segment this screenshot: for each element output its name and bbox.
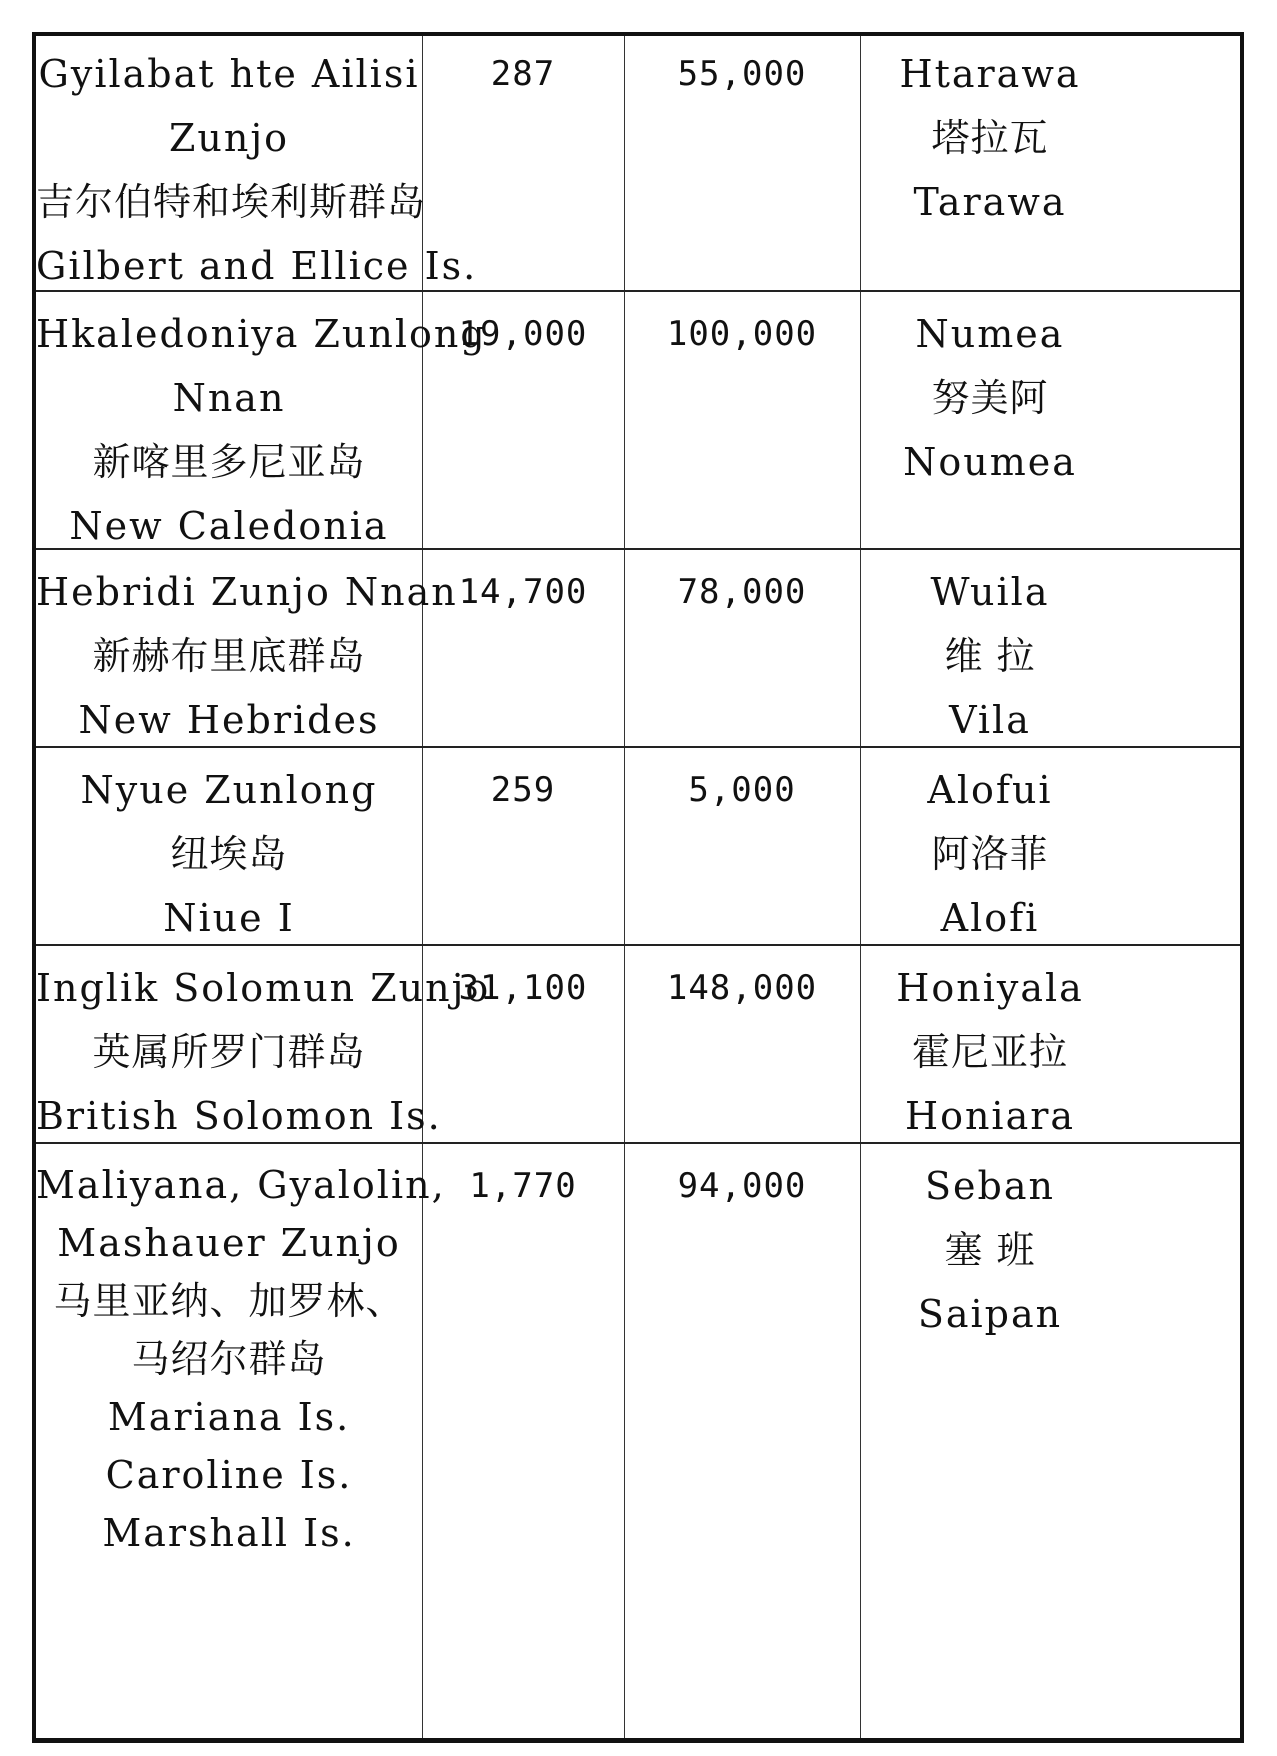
territory-name-cell: Hebridi Zunjo Nnan 新赫布里底群岛 New Hebrides <box>36 570 458 742</box>
table-row <box>36 1144 1240 1555</box>
table-row <box>36 748 1240 944</box>
capital-cell: Wuila 维 拉 Vila <box>930 570 1050 742</box>
capital-cell: Numea 努美阿 Noumea <box>903 312 1077 484</box>
area-cell: 259 <box>490 770 556 810</box>
territory-name-cell <box>36 36 478 298</box>
area-cell: 1,770 <box>469 1166 577 1206</box>
territory-name-cell: Nyue Zunlong 纽埃岛 Niue I <box>80 768 378 940</box>
territories-table <box>32 32 1244 1743</box>
population-cell: 100,000 <box>666 314 818 354</box>
name-line: Zunjo <box>168 116 289 160</box>
capital-cell: Alofui 阿洛菲 Alofi <box>927 768 1053 940</box>
table-row <box>36 36 1240 290</box>
area-cell: 19,000 <box>458 314 588 354</box>
territory-name-cell: Hkaledoniya Zunlong Nnan 新喀里多尼亚岛 New Caledonia <box>36 312 487 548</box>
area-cell: 287 <box>490 54 556 94</box>
capital-cell: Seban 塞 班 Saipan <box>917 1164 1063 1336</box>
capital-cell: Htarawa 塔拉瓦 Tarawa <box>899 52 1081 224</box>
population-cell: 148,000 <box>666 968 818 1008</box>
name-line: 吉尔伯特和埃利斯群岛 <box>36 180 427 224</box>
population-cell: 5,000 <box>688 770 796 810</box>
population-cell: 78,000 <box>677 572 807 612</box>
territory-name-cell: Maliyana, Gyalolin, Mashauer Zunjo 马里亚纳、加罗林、 马绍尔群岛 Mariana Is. Caroline Is. Marshall Is. <box>36 1163 446 1555</box>
capital-cell: Honiyala 霍尼亚拉 Honiara <box>896 966 1084 1138</box>
table-row <box>36 946 1240 1142</box>
population-cell: 94,000 <box>677 1166 807 1206</box>
name-line: Gyilabat hte Ailisi <box>38 52 420 96</box>
table-row <box>36 550 1240 746</box>
area-cell: 31,100 <box>458 968 588 1008</box>
name-line: Gilbert and Ellice Is. <box>36 244 478 288</box>
area-cell: 14,700 <box>458 572 588 612</box>
table-row <box>36 292 1240 548</box>
territory-name-cell: Inglik Solomun Zunjo 英属所罗门群岛 British Solomon Is. <box>36 966 491 1138</box>
population-cell: 55,000 <box>677 54 807 94</box>
